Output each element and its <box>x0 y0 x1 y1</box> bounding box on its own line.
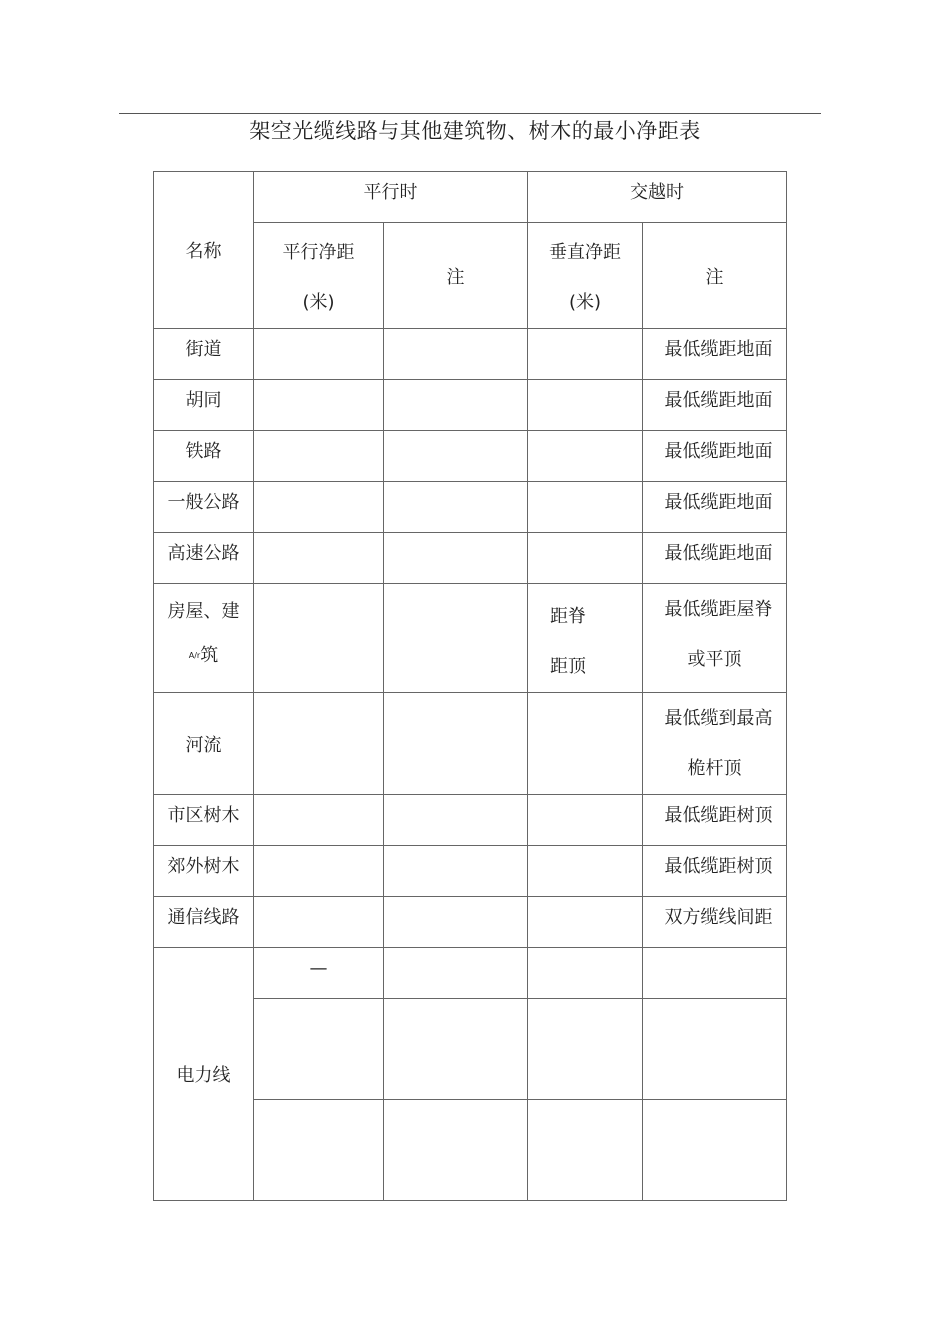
row-parallel-note <box>384 329 528 380</box>
row-name: 郊外树木 <box>154 846 254 897</box>
table-row <box>154 584 787 693</box>
row-name: 通信线路 <box>154 897 254 948</box>
row-name: 胡同 <box>154 380 254 431</box>
row-name: 街道 <box>154 329 254 380</box>
row-cross-distance <box>528 1100 643 1201</box>
header-cross: 交越时 <box>528 172 787 223</box>
header-parallel-distance: 平行净距 (米) <box>254 223 384 329</box>
row-name: 高速公路 <box>154 533 254 584</box>
table-row <box>154 533 787 584</box>
row-cross-note: 最低缆距地面 <box>643 431 787 482</box>
row-parallel-distance <box>254 693 384 795</box>
row-cross-distance <box>528 380 643 431</box>
row-cross-distance <box>528 999 643 1100</box>
table-row <box>154 948 787 999</box>
row-parallel-distance <box>254 380 384 431</box>
row-name: 铁路 <box>154 431 254 482</box>
row-parallel-distance <box>254 897 384 948</box>
header-cross-distance: 垂直净距 (米) <box>528 223 643 329</box>
table-row <box>154 795 787 846</box>
table-row <box>154 431 787 482</box>
row-cross-distance <box>528 846 643 897</box>
header-parallel-note: 注 <box>384 223 528 329</box>
clearance-table <box>153 171 787 1201</box>
row-parallel-note <box>384 846 528 897</box>
row-cross-distance <box>528 482 643 533</box>
row-cross-note: 最低缆距地面 <box>643 482 787 533</box>
row-cross-note: 最低缆距地面 <box>643 329 787 380</box>
row-parallel-note <box>384 482 528 533</box>
header-cross-note: 注 <box>643 223 787 329</box>
row-parallel-distance <box>254 431 384 482</box>
row-parallel-distance <box>254 999 384 1100</box>
row-parallel-note <box>384 1100 528 1201</box>
table-row <box>154 482 787 533</box>
row-parallel-distance <box>254 584 384 693</box>
row-cross-distance <box>528 795 643 846</box>
row-cross-note <box>643 1100 787 1201</box>
row-parallel-distance <box>254 795 384 846</box>
row-parallel-distance: — <box>254 948 384 999</box>
header-parallel: 平行时 <box>254 172 528 223</box>
row-name: 电力线 <box>154 948 254 1201</box>
top-rule <box>119 113 821 114</box>
row-cross-note: 最低缆距地面 <box>643 533 787 584</box>
row-cross-distance <box>528 533 643 584</box>
row-parallel-note <box>384 380 528 431</box>
row-cross-distance <box>528 897 643 948</box>
table-row <box>154 329 787 380</box>
table-row <box>154 846 787 897</box>
row-parallel-note <box>384 693 528 795</box>
row-cross-note: 最低缆到最高 桅杆顶 <box>643 693 787 795</box>
row-parallel-note <box>384 897 528 948</box>
table-row <box>154 380 787 431</box>
row-name: 市区树木 <box>154 795 254 846</box>
row-cross-distance <box>528 431 643 482</box>
row-parallel-distance <box>254 329 384 380</box>
header-row-1 <box>154 172 787 223</box>
row-name: 河流 <box>154 693 254 795</box>
header-name: 名称 <box>154 172 254 329</box>
row-cross-note <box>643 999 787 1100</box>
row-parallel-note <box>384 795 528 846</box>
row-cross-note <box>643 948 787 999</box>
row-parallel-note <box>384 584 528 693</box>
row-parallel-distance <box>254 482 384 533</box>
row-parallel-note <box>384 533 528 584</box>
row-cross-note: 最低缆距树顶 <box>643 795 787 846</box>
row-parallel-distance <box>254 1100 384 1201</box>
row-parallel-note <box>384 948 528 999</box>
row-name: 一般公路 <box>154 482 254 533</box>
row-parallel-distance <box>254 533 384 584</box>
row-cross-note: 最低缆距屋脊 或平顶 <box>643 584 787 693</box>
table-row <box>154 693 787 795</box>
row-parallel-distance <box>254 846 384 897</box>
row-cross-note: 双方缆线间距 <box>643 897 787 948</box>
table-row <box>154 897 787 948</box>
row-cross-distance <box>528 693 643 795</box>
row-name: 房屋、建 A/r筑 <box>154 584 254 693</box>
page-title: 架空光缆线路与其他建筑物、树木的最小净距表 <box>249 119 701 143</box>
row-parallel-note <box>384 999 528 1100</box>
row-cross-distance <box>528 329 643 380</box>
row-cross-distance: 距脊 距顶 <box>528 584 643 693</box>
row-cross-distance <box>528 948 643 999</box>
row-cross-note: 最低缆距树顶 <box>643 846 787 897</box>
row-parallel-note <box>384 431 528 482</box>
row-cross-note: 最低缆距地面 <box>643 380 787 431</box>
